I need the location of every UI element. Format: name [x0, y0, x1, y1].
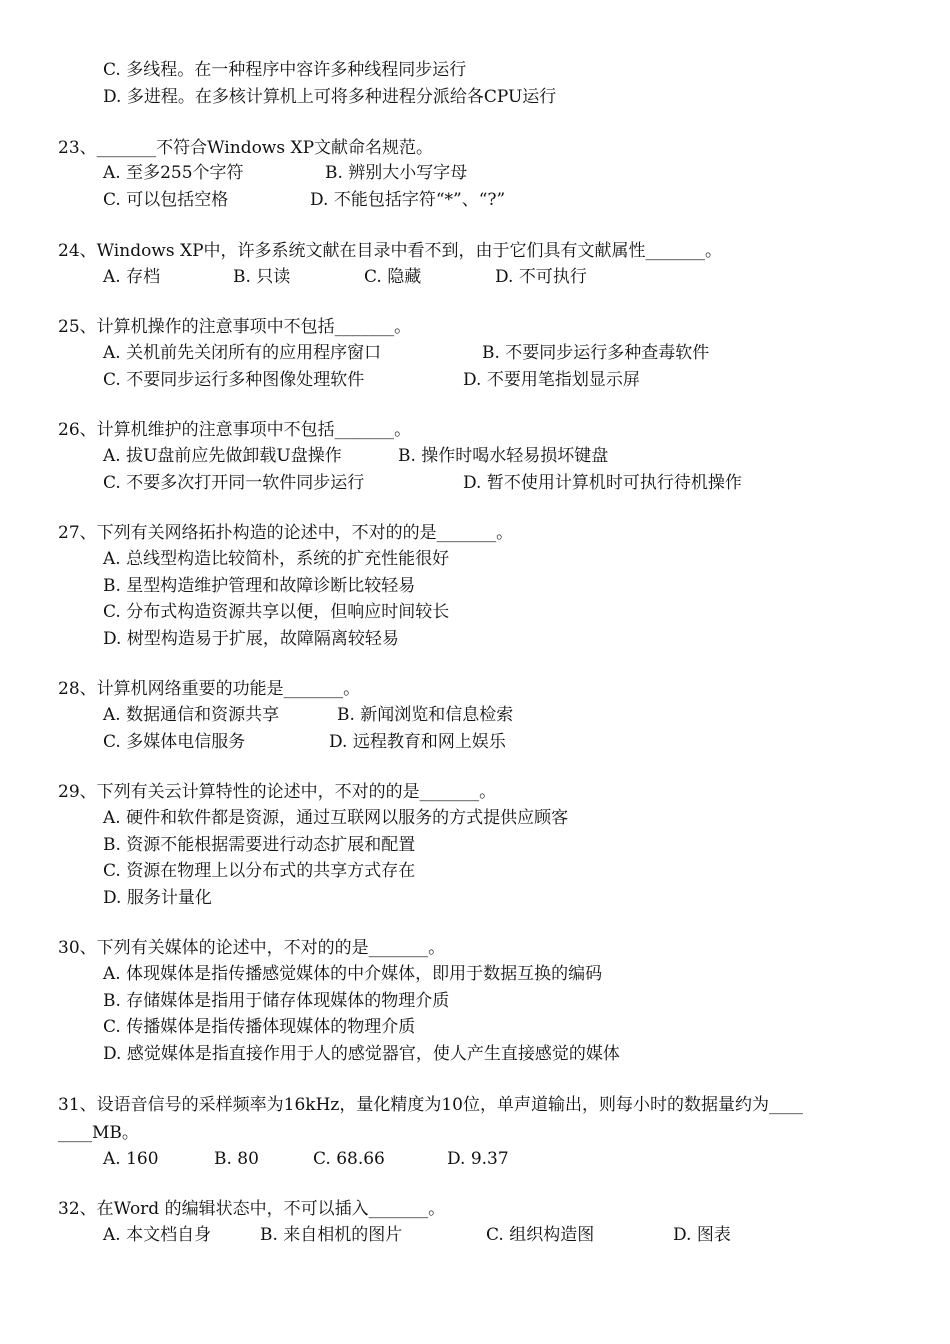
- q30-option-c: C. 传播媒体是指传播体现媒体的物理介质: [103, 1017, 416, 1037]
- q32-option-c: C. 组织构造图: [486, 1225, 595, 1245]
- q24-option-d: D. 不可执行: [495, 267, 587, 287]
- q29-option-a: A. 硬件和软件都是资源，通过互联网以服务的方式提供应顾客: [103, 808, 569, 828]
- q29-option-d: D. 服务计量化: [103, 888, 212, 908]
- q28-option-b: B. 新闻浏览和信息检索: [337, 705, 514, 725]
- q24-option-c: C. 隐藏: [364, 267, 422, 287]
- q25-stem: 25、计算机操作的注意事项中不包括_______。: [58, 317, 412, 337]
- q30-option-b: B. 存储媒体是指用于储存体现媒体的物理介质: [103, 991, 450, 1011]
- q31-stem: 31、设语音信号的采样频率为16kHz，量化精度为10位，单声道输出，则每小时的数据量约为____: [58, 1095, 803, 1115]
- q31-option-d: D. 9.37: [447, 1149, 509, 1169]
- q31-option-c: C. 68.66: [313, 1149, 385, 1169]
- q26-stem: 26、计算机维护的注意事项中不包括_______。: [58, 420, 412, 440]
- q22-option-c: C. 多线程。在一种程序中容许多种线程同步运行: [103, 60, 467, 80]
- q32-option-b: B. 来自相机的图片: [260, 1225, 403, 1245]
- q28-stem: 28、计算机网络重要的功能是_______。: [58, 679, 361, 699]
- q30-option-d: D. 感觉媒体是指直接作用于人的感觉器官，使人产生直接感觉的媒体: [103, 1044, 620, 1064]
- q30-option-a: A. 体现媒体是指传播感觉媒体的中介媒体，即用于数据互换的编码: [103, 964, 603, 984]
- q23-option-b: B. 辨别大小写字母: [325, 163, 468, 183]
- q32-option-d: D. 图表: [673, 1225, 731, 1245]
- q22-option-d: D. 多进程。在多核计算机上可将多种进程分派给各CPU运行: [103, 87, 557, 107]
- q31-option-a: A. 160: [103, 1149, 159, 1169]
- q25-option-d: D. 不要用笔指划显示屏: [463, 370, 640, 390]
- q29-option-b: B. 资源不能根据需要进行动态扩展和配置: [103, 835, 416, 855]
- q23-option-c: C. 可以包括空格: [103, 190, 229, 210]
- q24-option-a: A. 存档: [103, 267, 161, 287]
- q29-option-c: C. 资源在物理上以分布式的共享方式存在: [103, 861, 416, 881]
- q26-option-b: B. 操作时喝水轻易损坏键盘: [398, 446, 609, 466]
- q25-option-c: C. 不要同步运行多种图像处理软件: [103, 370, 365, 390]
- q32-option-a: A. 本文档自身: [103, 1225, 212, 1245]
- q25-option-b: B. 不要同步运行多种查毒软件: [482, 343, 710, 363]
- q23-option-d: D. 不能包括字符“*”、“?”: [310, 190, 506, 210]
- q28-option-d: D. 远程教育和网上娱乐: [329, 732, 506, 752]
- q28-option-c: C. 多媒体电信服务: [103, 732, 246, 752]
- q31-stem-continued: ____MB。: [58, 1123, 139, 1143]
- q26-option-d: D. 暂不使用计算机时可执行待机操作: [463, 473, 742, 493]
- q27-option-c: C. 分布式构造资源共享以便，但响应时间较长: [103, 602, 450, 622]
- q29-stem: 29、下列有关云计算特性的论述中，不对的的是_______。: [58, 782, 497, 802]
- q27-stem: 27、下列有关网络拓扑构造的论述中，不对的的是_______。: [58, 523, 514, 543]
- q23-stem: 23、_______不符合Windows XP文献命名规范。: [58, 138, 434, 158]
- q25-option-a: A. 关机前先关闭所有的应用程序窗口: [103, 343, 382, 363]
- q26-option-a: A. 拔U盘前应先做卸载U盘操作: [103, 446, 342, 466]
- q24-stem: 24、Windows XP中，许多系统文献在目录中看不到，由于它们具有文献属性_______。: [58, 241, 723, 261]
- q27-option-a: A. 总线型构造比较简朴，系统的扩充性能很好: [103, 549, 450, 569]
- q23-option-a: A. 至多255个字符: [103, 163, 244, 183]
- q30-stem: 30、下列有关媒体的论述中，不对的的是_______。: [58, 938, 446, 958]
- q27-option-b: B. 星型构造维护管理和故障诊断比较轻易: [103, 576, 416, 596]
- q26-option-c: C. 不要多次打开同一软件同步运行: [103, 473, 365, 493]
- q32-stem: 32、在Word 的编辑状态中，不可以插入_______。: [58, 1199, 446, 1219]
- q27-option-d: D. 树型构造易于扩展，故障隔离较轻易: [103, 629, 399, 649]
- q31-option-b: B. 80: [214, 1149, 259, 1169]
- q24-option-b: B. 只读: [233, 267, 291, 287]
- q28-option-a: A. 数据通信和资源共享: [103, 705, 280, 725]
